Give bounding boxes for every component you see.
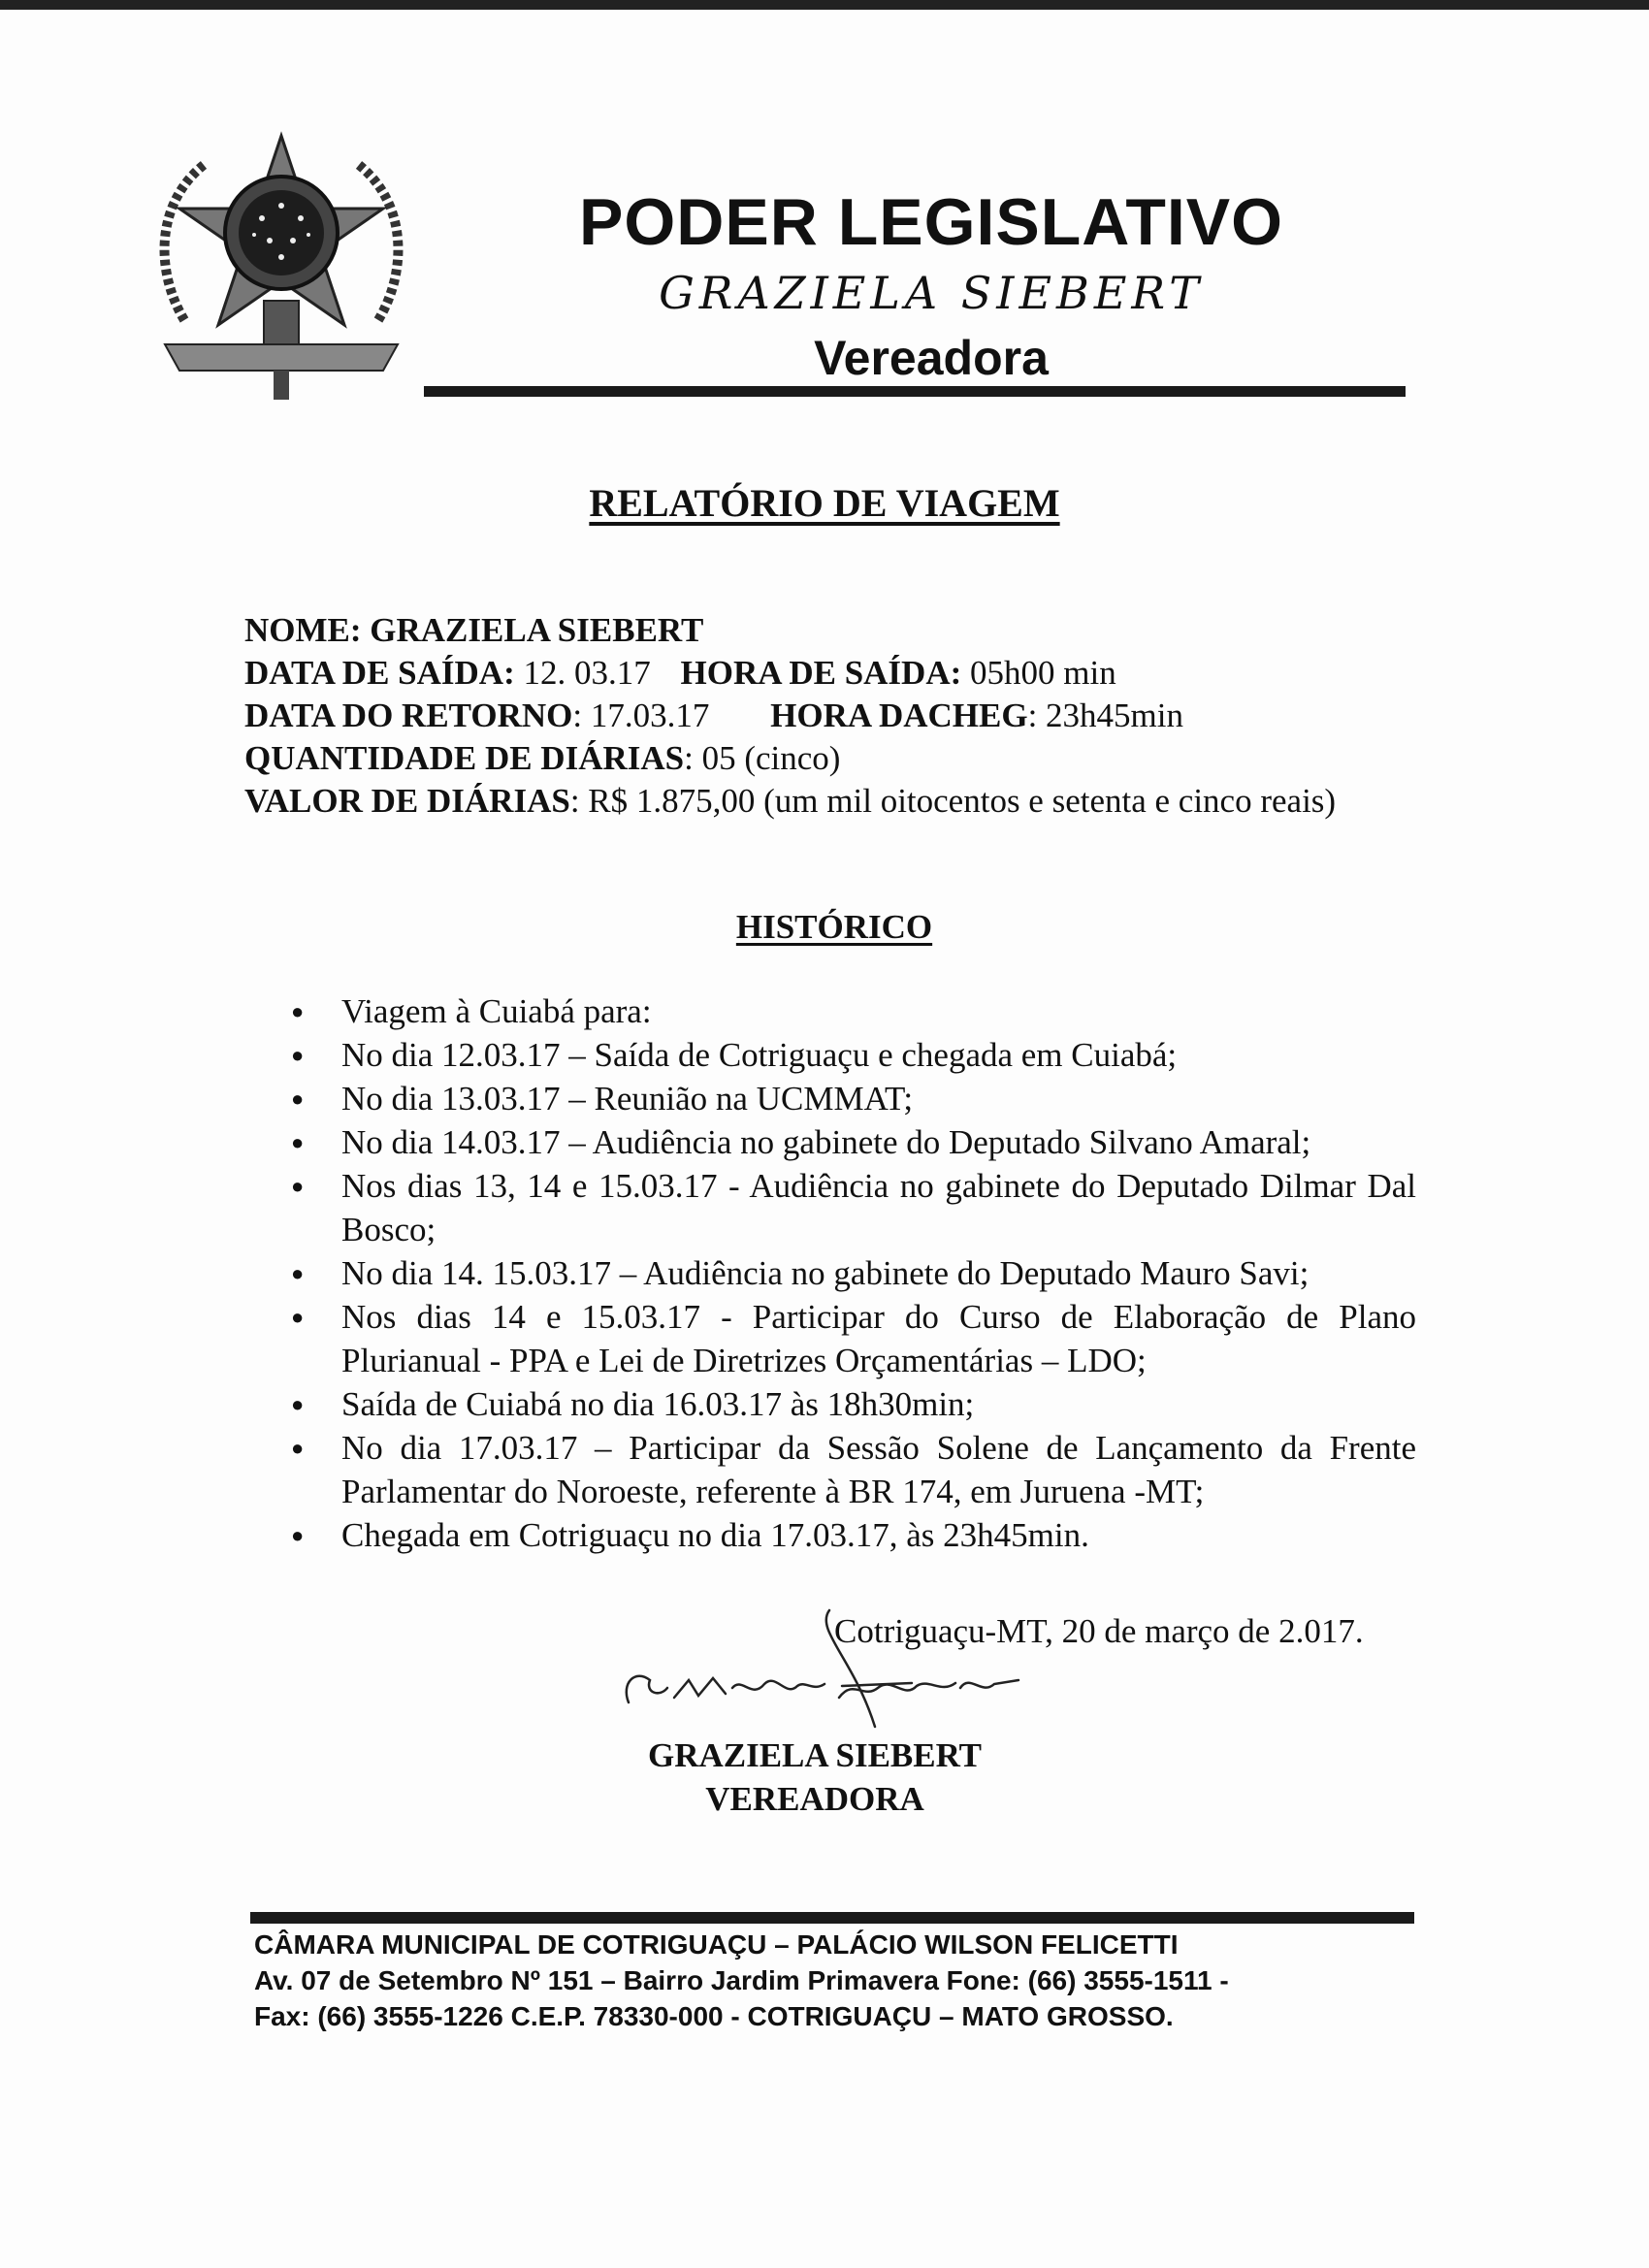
list-item: ● Nos dias 14 e 15.03.17 - Participar do Curso de Elaboração de Plano Plurianual - PPA e Lei de Diretrizes Orçamentárias – LDO; bbox=[291, 1295, 1416, 1382]
list-item: ● No dia 14. 15.03.17 – Audiência no gabinete do Deputado Mauro Savi; bbox=[291, 1251, 1416, 1295]
field-data-retorno-value: : 17.03.17 bbox=[572, 697, 710, 734]
header-title: PODER LEGISLATIVO bbox=[578, 185, 1284, 259]
field-data-saida-label: DATA DE SAÍDA: bbox=[244, 654, 515, 692]
footer-line-2: Av. 07 de Setembro Nº 151 – Bairro Jardim Primavera Fone: (66) 3555-1511 - bbox=[254, 1965, 1229, 1995]
field-data-saida bbox=[244, 652, 1408, 695]
field-quantidade bbox=[244, 737, 1408, 780]
document-title: RELATÓRIO DE VIAGEM bbox=[589, 481, 1060, 525]
scan-top-edge bbox=[0, 0, 1649, 10]
field-hora-saida-label: HORA DE SAÍDA: bbox=[680, 654, 962, 692]
field-hora-cheg-value: : 23h45min bbox=[1027, 697, 1184, 734]
list-item: ● Nos dias 13, 14 e 15.03.17 - Audiência no gabinete do Deputado Dilmar Dal Bosco; bbox=[291, 1164, 1416, 1251]
list-item: ● No dia 14.03.17 – Audiência no gabinete do Deputado Silvano Amaral; bbox=[291, 1120, 1416, 1164]
footer-address bbox=[254, 1927, 1418, 2034]
list-item: ● No dia 13.03.17 – Reunião na UCMMAT; bbox=[291, 1077, 1416, 1120]
historico-title: HISTÓRICO bbox=[735, 908, 933, 946]
field-quantidade-value: : 05 (cinco) bbox=[684, 739, 841, 777]
list-item: ● Viagem à Cuiabá para: bbox=[291, 989, 1416, 1033]
field-valor-value: : R$ 1.875,00 (um mil oitocentos e setenta e cinco reais) bbox=[569, 782, 1337, 820]
header-councilor-name: GRAZIELA SIEBERT bbox=[659, 267, 1204, 319]
footer-line-3: Fax: (66) 3555-1226 C.E.P. 78330-000 - COTRIGUAÇU – MATO GROSSO. bbox=[254, 2001, 1174, 2031]
signatory-name: GRAZIELA SIEBERT bbox=[647, 1736, 983, 1774]
historico-list bbox=[291, 989, 1416, 1557]
footer-divider bbox=[250, 1912, 1414, 1924]
list-item: ● No dia 17.03.17 – Participar da Sessão Solene de Lançamento da Frente Parlamentar do Noroeste, referente à BR 174, em Juruena -MT; bbox=[291, 1426, 1416, 1513]
field-data-saida-value: 12. 03.17 bbox=[523, 654, 651, 692]
header-role: Vereadora bbox=[814, 331, 1049, 385]
field-nome-label: NOME: GRAZIELA SIEBERT bbox=[244, 611, 704, 649]
header-divider bbox=[424, 386, 1406, 397]
field-nome bbox=[244, 609, 1408, 652]
list-item: ● Chegada em Cotriguaçu no dia 17.03.17, às 23h45min. bbox=[291, 1513, 1416, 1557]
list-item: ● Saída de Cuiabá no dia 16.03.17 às 18h30min; bbox=[291, 1382, 1416, 1426]
field-hora-saida-value: 05h00 min bbox=[970, 654, 1116, 692]
field-valor bbox=[244, 780, 1408, 823]
signatory-role: VEREADORA bbox=[705, 1780, 924, 1818]
field-hora-cheg-label: HORA DACHEG bbox=[770, 697, 1028, 734]
field-data-retorno bbox=[244, 695, 1408, 737]
field-valor-label: VALOR DE DIÁRIAS bbox=[244, 782, 570, 820]
field-data-retorno-label: DATA DO RETORNO bbox=[244, 697, 573, 734]
list-item: ● No dia 12.03.17 – Saída de Cotriguaçu e chegada em Cuiabá; bbox=[291, 1033, 1416, 1077]
brazil-coat-of-arms-seal-icon bbox=[146, 116, 417, 407]
travel-fields bbox=[244, 609, 1408, 823]
field-quantidade-label: QUANTIDADE DE DIÁRIAS bbox=[244, 739, 685, 777]
footer-line-1: CÂMARA MUNICIPAL DE COTRIGUAÇU – PALÁCIO WILSON FELICETTI bbox=[254, 1929, 1179, 1960]
place-date: Cotriguaçu-MT, 20 de março de 2.017. bbox=[834, 1612, 1364, 1650]
